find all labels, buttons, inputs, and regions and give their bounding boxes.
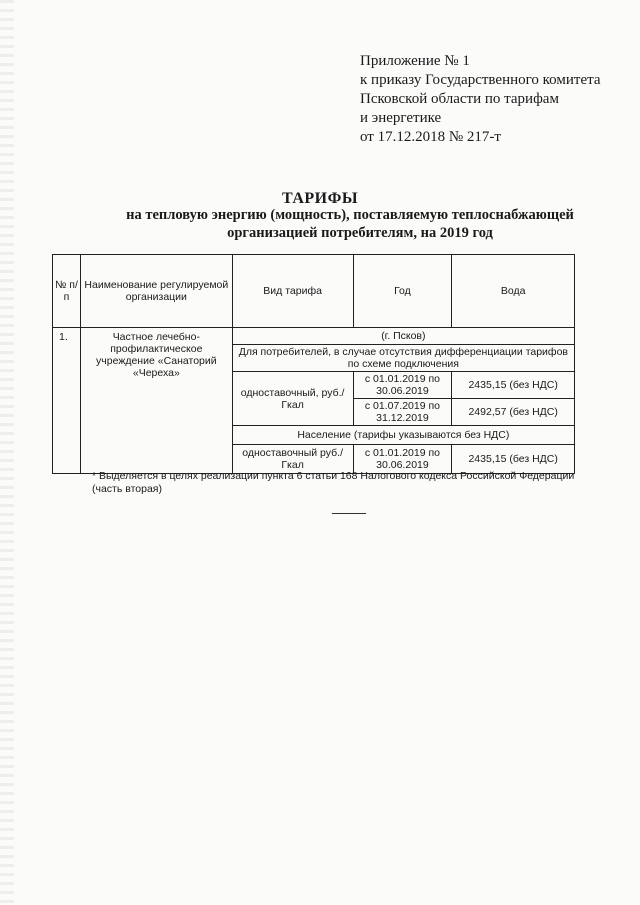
header-org: Наименование регулируемой организации [80,255,232,328]
appendix-line: Псковской области по тарифам [360,91,559,107]
divider [332,513,366,514]
appendix-header [360,52,601,147]
tariff-type-cell: одноставочный, руб./Гкал [232,372,353,426]
appendix-line: от 17.12.2018 № 217-т [360,129,501,145]
table-header-row [53,255,575,328]
document-subtitle: на тепловую энергию (мощность), поставляемую теплоснабжающей [126,207,574,223]
org-name: Частное лечебно-профилактическое учреждение «Санаторий «Череха» [80,328,232,474]
header-tariff-type: Вид тарифа [232,255,353,328]
period-cell: с 01.01.2019 по 30.06.2019 [353,372,452,399]
appendix-line: к приказу Государственного комитета [360,72,601,88]
header-num: № п/п [53,255,81,328]
appendix-line: Приложение № 1 [360,53,470,69]
header-year: Год [353,255,452,328]
header-water: Вода [452,255,575,328]
period-cell: с 01.07.2019 по 31.12.2019 [353,399,452,426]
table-row [53,328,575,345]
population-note: Население (тарифы указываются без НДС) [232,426,574,445]
period-cell: с 01.01.2019 по 30.06.2019 [353,445,452,474]
value-cell: 2435,15 (без НДС) [452,372,575,399]
value-cell: 2492,57 (без НДС) [452,399,575,426]
tariff-table [52,254,575,474]
value-cell: 2435,15 (без НДС) [452,445,575,474]
tariff-type-cell: одноставочный руб./Гкал [232,445,353,474]
footnote: * Выделяется в целях реализации пункта 6 статьи 168 Налогового кодекса Российской Федерации (часть вторая) [92,470,575,495]
document-title: ТАРИФЫ [281,190,359,207]
consumers-note: Для потребителей, в случае отсутствия дифференциации тарифов по схеме подключения [232,345,574,372]
city-cell: (г. Псков) [232,328,574,345]
appendix-line: и энергетике [360,110,442,126]
document-subtitle: организацией потребителям, на 2019 год [227,225,493,241]
row-num: 1. [53,328,81,474]
scan-edge [0,0,14,905]
